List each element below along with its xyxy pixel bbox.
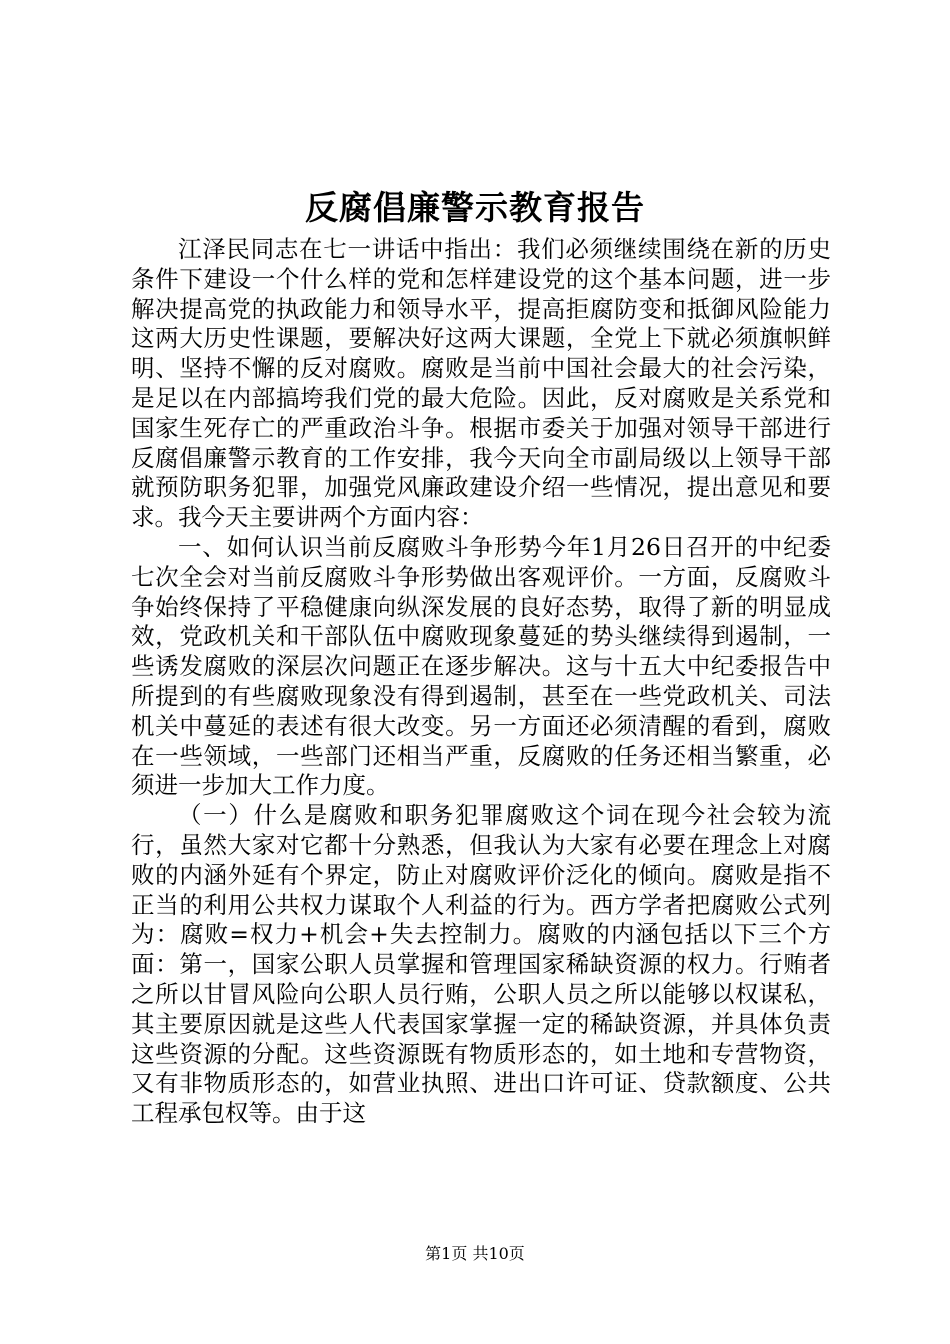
paragraph-subsection-one: （一）什么是腐败和职务犯罪腐败这个词在现今社会较为流行，虽然大家对它都十分熟悉，但我认为大家有必要在理念上对腐败的内涵外延有个界定，防止对腐败评价泛化的倾向。腐败是指不正当的利用公共权力谋取个人利益的行为。西方学者把腐败公式列为：腐败=权力+机会+失去控制力。腐败的内涵包括以下三个方面：第一，国家公职人员掌握和管理国家稀缺资源的权力。行贿者之所以甘冒风险向公职人员行贿，公职人员之所以能够以权谋私，其主要原因就是这些人代表国家掌握一定的稀缺资源，并具体负责这些资源的分配。这些资源既有物质形态的，如土地和专营物资，又有非物质形态的，如营业执照、进出口许可证、贷款额度、公共工程承包权等。由于这 <box>131 801 831 1128</box>
paragraph-section-one: 一、如何认识当前反腐败斗争形势今年1月26日召开的中纪委七次全会对当前反腐败斗争形势做出客观评价。一方面，反腐败斗争始终保持了平稳健康向纵深发展的良好态势，取得了新的明显成效，党政机关和干部队伍中腐败现象蔓延的势头继续得到遏制，一些诱发腐败的深层次问题正在逐步解决。这与十五大中纪委报告中所提到的有些腐败现象没有得到遏制，甚至在一些党政机关、司法机关中蔓延的表述有很大改变。另一方面还必须清醒的看到，腐败在一些领域，一些部门还相当严重，反腐败的任务还相当繁重，必须进一步加大工作力度。 <box>131 532 831 800</box>
paragraph-intro: 江泽民同志在七一讲话中指出：我们必须继续围绕在新的历史条件下建设一个什么样的党和怎样建设党的这个基本问题，进一步解决提高党的执政能力和领导水平，提高拒腐防变和抵御风险能力这两大历史性课题，要解决好这两大课题，全党上下就必须旗帜鲜明、坚持不懈的反对腐败。腐败是当前中国社会最大的社会污染，是足以在内部搞垮我们党的最大危险。因此，反对腐败是关系党和国家生死存亡的严重政治斗争。根据市委关于加强对领导干部进行反腐倡廉警示教育的工作安排，我今天向全市副局级以上领导干部就预防职务犯罪，加强党风廉政建设介绍一些情况，提出意见和要求。我今天主要讲两个方面内容： <box>131 235 831 532</box>
document-body <box>131 235 831 1129</box>
page-footer: 第1页 共10页 <box>425 1244 525 1263</box>
document-title: 反腐倡廉警示教育报告 <box>305 188 645 227</box>
